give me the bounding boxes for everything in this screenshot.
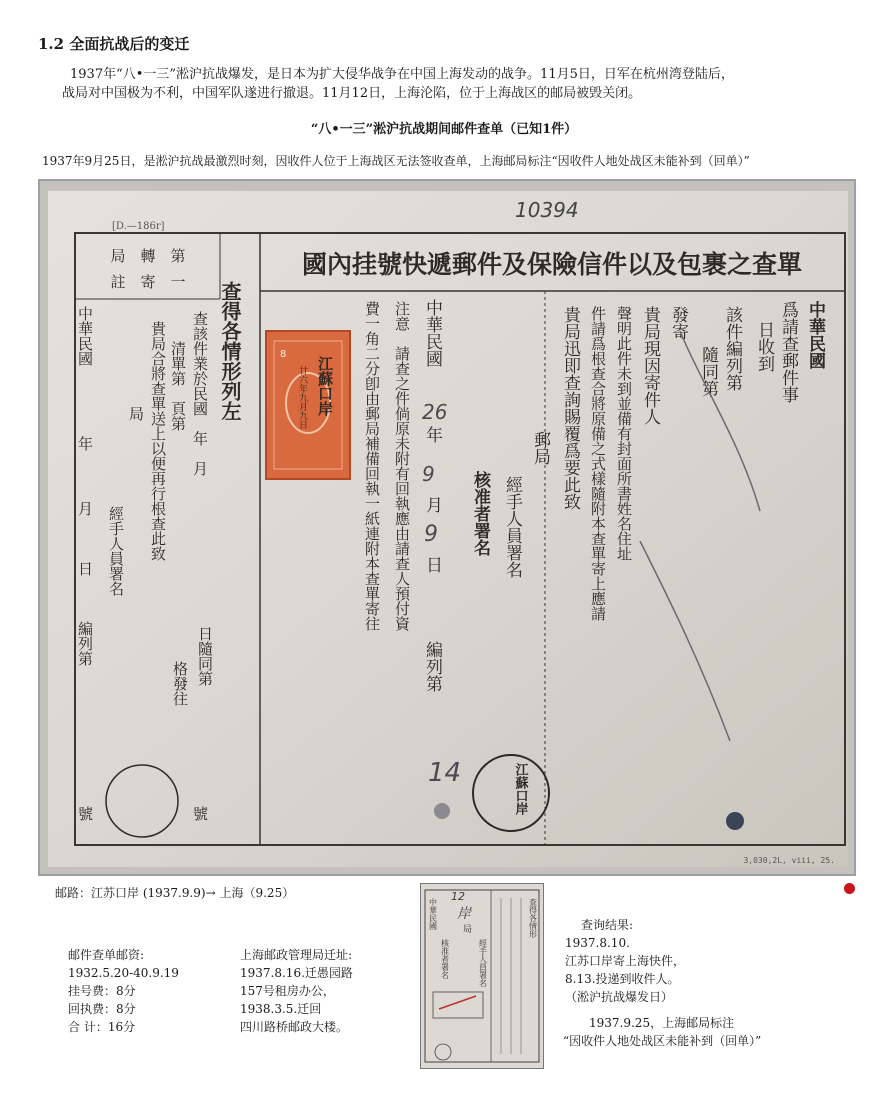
intro-line-1: 1937年“八•一三”淞沪抗战爆发，是日本为扩大侵华战争在中国上海发动的战争。11月5日，日军在杭州湾登陆后， bbox=[70, 67, 734, 82]
red-marker-dot bbox=[844, 883, 855, 894]
fees-period: 1932.5.20-40.9.19 bbox=[68, 966, 179, 980]
print-code: 3,030,2L, viii, 25. bbox=[743, 856, 835, 865]
thumb-bureau: 局 bbox=[461, 924, 471, 933]
col-sent: 發寄 bbox=[668, 306, 688, 340]
form-header-title: 國內挂號快遞郵件及保險信件以及包裹之查單 bbox=[301, 250, 803, 279]
mail-route: 邮路：江苏口岸 (1937.9.9)→ 上海（9.25） bbox=[55, 886, 295, 900]
bureau-line-4: 1938.3.5.迁回 bbox=[240, 1002, 322, 1016]
bureau-line-2: 1937.8.16.迁愚园路 bbox=[240, 966, 353, 980]
hand-serial: 14 bbox=[428, 758, 462, 788]
col-month-2: 月 bbox=[76, 501, 94, 516]
fees-receipt: 回执费：8分 bbox=[68, 1002, 136, 1016]
postmark-text: 江蘇口岸 bbox=[512, 763, 528, 815]
stamp-cancel-text: 江蘇口岸 bbox=[316, 356, 334, 416]
col-date-received: 日收到 bbox=[754, 321, 774, 372]
col-request: 爲請查郵件事 bbox=[778, 301, 798, 403]
hand-day: 9 bbox=[424, 522, 438, 547]
form-code: [D.—186r] bbox=[112, 221, 165, 232]
intro-line-2: 战局对中国极为不利，中国军队遂进行撤退。11月12日，上海沦陷，位于上海战区的邮局被毁关闭。 bbox=[62, 86, 642, 101]
col-hao-left: 號 bbox=[76, 806, 94, 821]
col-month: 月 bbox=[422, 496, 442, 513]
bureau-line-5: 四川路桥邮政大楼。 bbox=[240, 1020, 349, 1034]
hand-month: 9 bbox=[422, 462, 435, 486]
result-line-2: 江苏口岸寄上海快件， bbox=[565, 954, 686, 968]
punch-hole-left bbox=[434, 803, 450, 819]
col-please: 件請爲根查合將原備之式樣隨附本查單寄上應請 bbox=[589, 306, 607, 621]
col-day-2: 日 bbox=[76, 561, 94, 576]
col-ask: 貴局合將查單送上以便再行根查此致 bbox=[149, 321, 167, 561]
col-serial-2: 編列第 bbox=[76, 621, 94, 666]
col-findings: 查得各情形列左 bbox=[218, 281, 242, 421]
bureau-title: 上海邮政管理局迁址: bbox=[240, 948, 353, 962]
col-ask-2: 日隨同第 bbox=[196, 626, 214, 686]
left-box-row-2: 註 寄 一 bbox=[110, 273, 186, 291]
inquiry-form-photo bbox=[38, 179, 856, 876]
col-approver: 核准者署名 bbox=[470, 471, 490, 556]
result-line-4: （淞沪抗战爆发日） bbox=[565, 990, 674, 1004]
col-hao-mid: 號 bbox=[191, 806, 209, 821]
bureau-line-3: 157号租房办公， bbox=[240, 984, 335, 998]
col-year: 年 bbox=[422, 426, 442, 443]
inquiry-form-svg bbox=[40, 181, 854, 874]
punch-hole-right bbox=[726, 812, 744, 830]
result-title: 查询结果: bbox=[581, 918, 634, 932]
col-reply: 貴局迅即查詢賜覆爲要此致 bbox=[560, 306, 580, 510]
intro-paragraph bbox=[62, 65, 850, 103]
postage-stamp bbox=[266, 331, 350, 479]
exhibit-caption: 1937年9月25日，是淞沪抗战最激烈时刻，因收件人位于上海战区无法签收查单，上海邮局标注“因收件人地处战区未能补到（回单）” bbox=[42, 154, 750, 168]
thumb-text-b: 核准者署名 bbox=[440, 939, 450, 979]
fees-title: 邮件查单邮资: bbox=[68, 948, 145, 962]
col-bureau-2: 局 bbox=[127, 406, 145, 421]
fees-total: 合 计：16分 bbox=[68, 1020, 136, 1034]
handwritten-number: 10394 bbox=[515, 198, 579, 222]
exhibit-subtitle: “八•一三”淞沪抗战期间邮件查单（已知1件） bbox=[310, 122, 578, 137]
thumb-text-d: 查得各情形 bbox=[528, 898, 538, 938]
thumb-hand-mark: 12 bbox=[451, 890, 465, 903]
result-line-3: 8.13.投递到收件人。 bbox=[565, 972, 680, 986]
result-line-1: 1937.8.10. bbox=[565, 936, 630, 950]
col-serial: 編列第 bbox=[422, 641, 442, 692]
col-note-2: 費一角二分卽由郵局補備回執一紙連附本查單寄往 bbox=[363, 301, 381, 631]
col-follow: 隨同第 bbox=[698, 346, 718, 397]
col-year-2: 年 bbox=[76, 436, 94, 451]
col-day: 日 bbox=[422, 556, 442, 573]
col-claim: 聲明此件未到並備有封面所書姓名住址 bbox=[615, 306, 633, 561]
result-line-5: 1937.9.25，上海邮局标注 bbox=[589, 1016, 735, 1030]
col-bureau: 貴局現因寄件人 bbox=[640, 306, 660, 425]
thumb-hand-mark-2: 岸 bbox=[457, 906, 471, 922]
col-handler-2: 經手人員署名 bbox=[107, 506, 125, 596]
col-check-2: 清單第 頁第 bbox=[169, 341, 187, 431]
thumbnail-svg bbox=[421, 884, 543, 1068]
thumb-text-c: 經手人員署名 bbox=[478, 939, 488, 987]
thumb-text-a: 中華民國 bbox=[428, 898, 438, 930]
hand-year: 26 bbox=[422, 400, 448, 424]
col-check: 查該件業於民國 年 月 bbox=[191, 311, 209, 476]
col-roc: 中華民國 bbox=[422, 299, 442, 367]
bureau-relocation bbox=[240, 946, 353, 1036]
form-back-thumbnail bbox=[420, 883, 544, 1069]
col-ask-3: 格發往 bbox=[171, 661, 189, 706]
postage-fees bbox=[68, 946, 179, 1036]
left-box-row-1: 局 轉 第 bbox=[110, 247, 186, 265]
col-handler: 經手人員署名 bbox=[502, 476, 522, 578]
section-title: 1.2 全面抗战后的变迁 bbox=[38, 35, 190, 53]
inquiry-result bbox=[565, 916, 761, 1050]
col-note: 注意 請查之件倘原未附有回執應由請查人預付資 bbox=[393, 301, 411, 631]
col-item: 該件編列第 bbox=[722, 306, 742, 391]
result-line-6: “因收件人地处战区未能补到（回单）” bbox=[563, 1034, 762, 1048]
stamp-value: 8 bbox=[280, 349, 287, 360]
stamp-cancel-date: 廿六年九月九日 bbox=[297, 366, 307, 429]
col-roc-title: 中華民國 bbox=[805, 301, 825, 369]
fees-registered: 挂号费：8分 bbox=[68, 984, 136, 998]
col-post: 郵局 bbox=[530, 431, 550, 465]
col-roc-2: 中華民國 bbox=[76, 306, 94, 366]
